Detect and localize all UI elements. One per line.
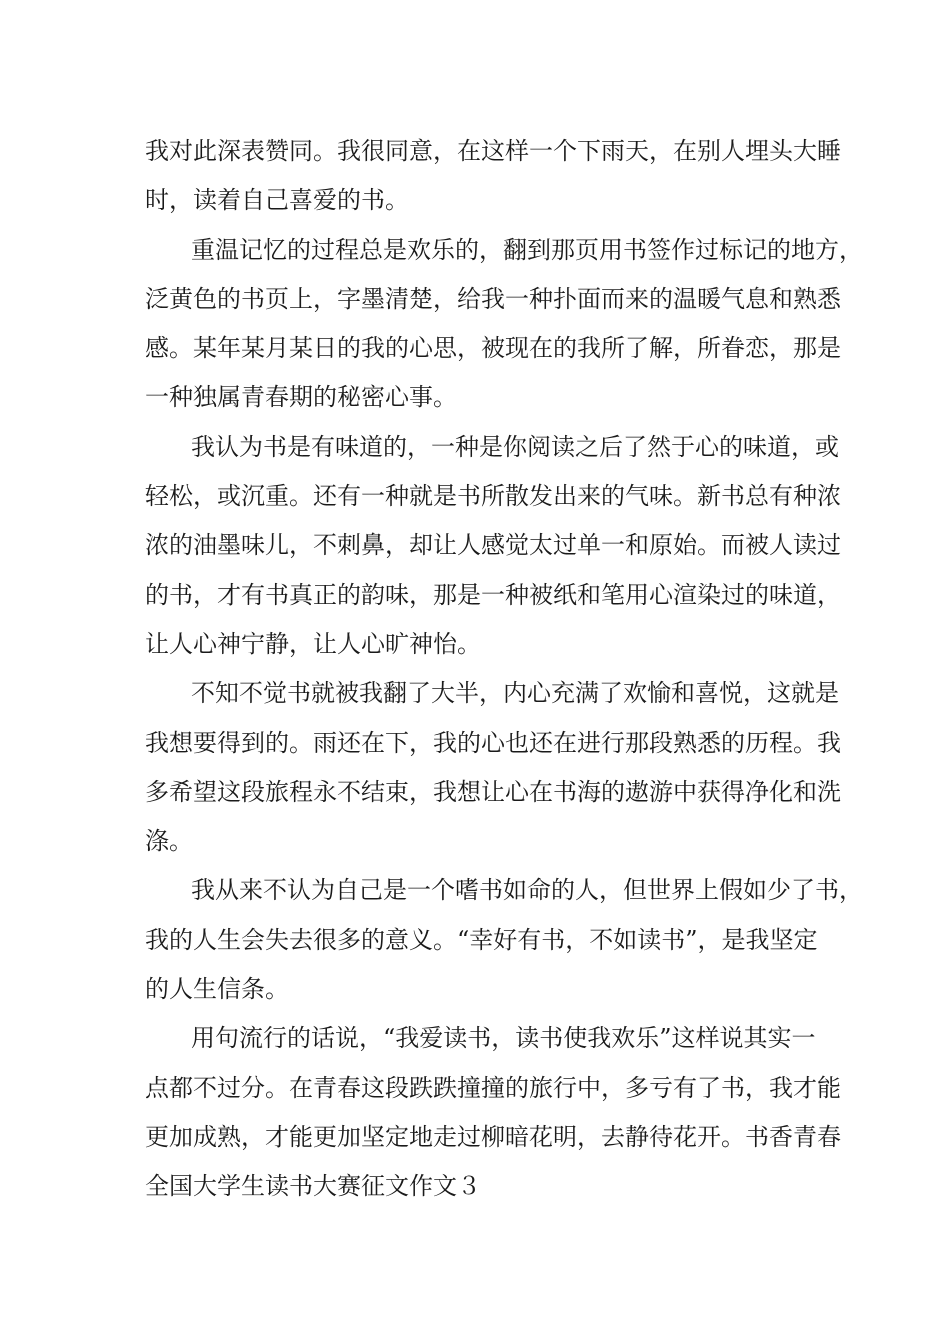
text-line: 泛黄色的书页上，字墨清楚，给我一种扑面而来的温暖气息和熟悉 xyxy=(145,284,841,313)
text-line: 我从来不认为自己是一个嗜书如命的人，但世界上假如少了书， xyxy=(191,876,863,905)
text-line: 我认为书是有味道的，一种是你阅读之后了然于心的味道，或 xyxy=(191,432,839,461)
text-line: 我的人生会失去很多的意义。“幸好有书，不如读书”，是我坚定 xyxy=(145,925,818,954)
text-line: 全国大学生读书大赛征文作文３ xyxy=(145,1172,481,1201)
text-line: 更加成熟，才能更加坚定地走过柳暗花明，去静待花开。书香青春 xyxy=(145,1122,841,1151)
text-line: 的人生信条。 xyxy=(145,975,289,1004)
text-line: 浓的油墨味儿，不刺鼻，却让人感觉太过单一和原始。而被人读过 xyxy=(145,531,841,560)
text-line: 用句流行的话说，“我爱读书，读书使我欢乐”这样说其实一 xyxy=(191,1024,816,1053)
text-line: 我想要得到的。雨还在下，我的心也还在进行那段熟悉的历程。我 xyxy=(145,728,841,757)
text-line: 一种独属青春期的秘密心事。 xyxy=(145,383,457,412)
text-line: 我对此深表赞同。我很同意，在这样一个下雨天，在别人埋头大睡 xyxy=(145,137,841,165)
body-text xyxy=(145,127,863,1212)
text-line: 轻松，或沉重。还有一种就是书所散发出来的气味。新书总有种浓 xyxy=(145,482,841,511)
text-line: 时，读着自己喜爱的书。 xyxy=(145,186,409,215)
text-line: 多希望这段旅程永不结束，我想让心在书海的遨游中获得净化和洗 xyxy=(145,777,841,806)
text-line: 让人心神宁静，让人心旷神怡。 xyxy=(145,629,481,658)
text-line: 不知不觉书就被我翻了大半，内心充满了欢愉和喜悦，这就是 xyxy=(191,679,839,708)
text-line: 感。某年某月某日的我的心思，被现在的我所了解，所眷恋，那是 xyxy=(145,334,841,363)
text-line: 点都不过分。在青春这段跌跌撞撞的旅行中，多亏有了书，我才能 xyxy=(145,1073,841,1102)
text-line: 涤。 xyxy=(145,827,193,856)
text-line: 的书，才有书真正的韵味，那是一种被纸和笔用心渲染过的味道， xyxy=(145,580,841,609)
text-line: 重温记忆的过程总是欢乐的，翻到那页用书签作过标记的地方， xyxy=(191,235,863,264)
